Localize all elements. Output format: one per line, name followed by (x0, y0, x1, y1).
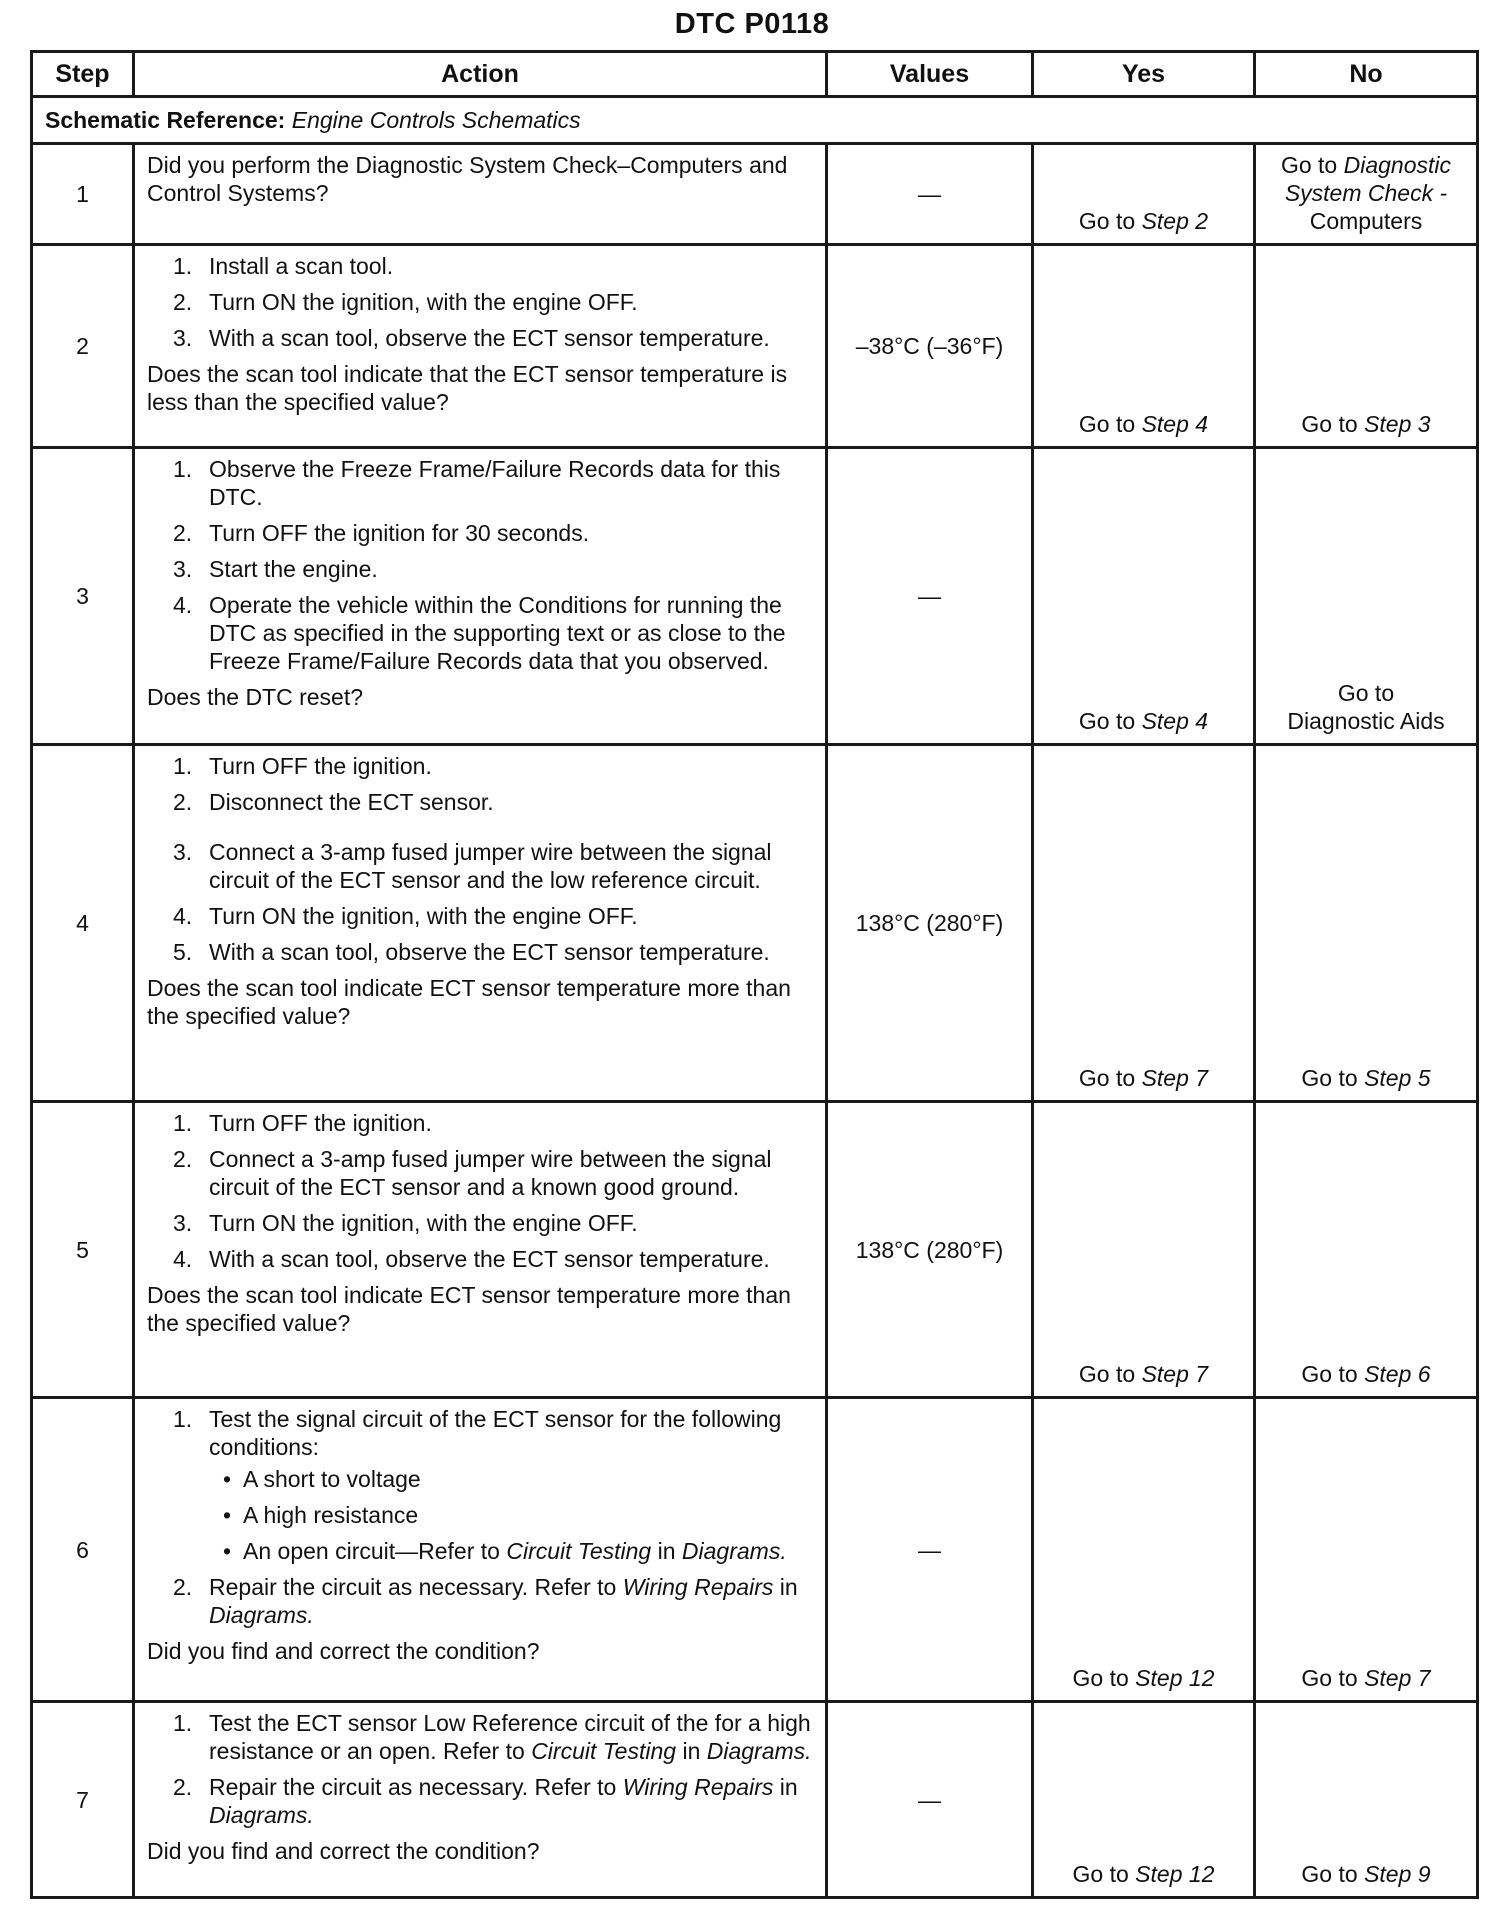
condition-item: • A high resistance (209, 1501, 815, 1529)
header-yes: Yes (1033, 52, 1255, 97)
step-number: 5 (32, 1102, 134, 1398)
yes-cell[interactable] (1033, 448, 1255, 745)
header-row (32, 52, 1478, 97)
diagrams-link[interactable]: Diagrams. (209, 1602, 314, 1628)
list-item: 1. Turn OFF the ignition. (173, 753, 432, 779)
action-list (147, 1405, 815, 1629)
no-step-link[interactable]: Step 7 (1364, 1665, 1431, 1691)
no-cell[interactable] (1255, 745, 1478, 1102)
list-item: 2. Repair the circuit as necessary. Refer to Wiring Repairs in Diagrams. (173, 1774, 798, 1828)
list-item: 1. Test the signal circuit of the ECT sensor for the following conditions: • A short to voltage • A high resistance • An open circuit—Refer to Circuit Testing in Diagrams. (147, 1405, 815, 1565)
yes-cell[interactable] (1033, 1702, 1255, 1898)
yes-step-link[interactable]: Step 4 (1141, 708, 1209, 734)
header-no: No (1255, 52, 1478, 97)
yes-step-link[interactable]: Step 12 (1135, 1861, 1215, 1887)
list-item: 4. Operate the vehicle within the Conditions for running the DTC as specified in the supporting text or as close to the Freeze Frame/Failure Records data that you observed. (173, 592, 786, 674)
list-item: 2. Disconnect the ECT sensor. (173, 789, 494, 815)
table-row (32, 1702, 1478, 1898)
diagrams-link[interactable]: Diagrams. (681, 1538, 787, 1564)
action-cell (134, 448, 827, 745)
list-item: 2. Repair the circuit as necessary. Refer to Wiring Repairs in Diagrams. (173, 1574, 798, 1628)
value-cell: –38°C (–36°F) (827, 245, 1033, 448)
action-cell (134, 144, 827, 245)
action-question: Does the scan tool indicate ECT sensor temperature more than the specified value? (147, 975, 791, 1029)
wiring-repairs-link[interactable]: Wiring Repairs (622, 1774, 774, 1800)
no-cell[interactable] (1255, 245, 1478, 448)
action-cell (134, 1102, 827, 1398)
yes-step-link[interactable]: Step 7 (1141, 1065, 1209, 1091)
list-item: 1. Observe the Freeze Frame/Failure Records data for this DTC. (173, 456, 781, 510)
action-question: Does the scan tool indicate that the ECT sensor temperature is less than the specified value? (147, 361, 788, 415)
list-item: 4. With a scan tool, observe the ECT sensor temperature. (173, 1246, 770, 1272)
action-list (147, 455, 815, 675)
no-link-tail: Computers (1309, 208, 1423, 234)
action-cell (134, 745, 827, 1102)
step-number: 7 (32, 1702, 134, 1898)
yes-step-link[interactable]: Step 4 (1141, 411, 1209, 437)
action-list (147, 752, 815, 966)
action-question: Did you find and correct the condition? (147, 1838, 540, 1864)
schematic-label: Schematic Reference: (45, 107, 286, 133)
no-cell[interactable] (1255, 144, 1478, 245)
no-cell[interactable] (1255, 1102, 1478, 1398)
table-row (32, 448, 1478, 745)
condition-list (209, 1465, 815, 1565)
page-title: DTC P0118 (674, 8, 830, 40)
action-cell (134, 1398, 827, 1702)
header-step: Step (32, 52, 134, 97)
yes-cell[interactable] (1033, 1102, 1255, 1398)
diagrams-link[interactable]: Diagrams. (706, 1738, 812, 1764)
go-to-text: Go to (1078, 411, 1136, 437)
table-row (32, 1398, 1478, 1702)
go-to-text: Go to (1078, 208, 1136, 234)
list-item: 1. Install a scan tool. (173, 253, 394, 279)
value-cell: — (827, 1702, 1033, 1898)
yes-cell[interactable] (1033, 745, 1255, 1102)
value-cell: — (827, 144, 1033, 245)
header-values: Values (827, 52, 1033, 97)
no-cell[interactable] (1255, 1702, 1478, 1898)
action-question: Did you perform the Diagnostic System Check–Computers and Control Systems? (147, 152, 788, 206)
yes-step-link[interactable]: Step 12 (1135, 1665, 1215, 1691)
go-to-text: Go to (1301, 1361, 1358, 1387)
go-to-text: Go to (1072, 1861, 1129, 1887)
yes-cell[interactable] (1033, 245, 1255, 448)
go-to-text: Go to (1337, 680, 1395, 706)
no-step-link[interactable]: Step 9 (1364, 1861, 1431, 1887)
schematic-reference-row (32, 97, 1478, 144)
no-text-link[interactable]: Diagnostic Aids (1287, 708, 1445, 734)
step-number: 2 (32, 245, 134, 448)
go-to-text: Go to (1301, 1065, 1358, 1091)
action-list (147, 1109, 815, 1273)
go-to-text: Go to (1078, 1361, 1136, 1387)
go-to-text: Go to (1078, 1065, 1136, 1091)
list-item: 2. Connect a 3-amp fused jumper wire between the signal circuit of the ECT sensor and a known good ground. (173, 1146, 772, 1200)
list-item: 2. Turn OFF the ignition for 30 seconds. (173, 520, 590, 546)
table-row (32, 745, 1478, 1102)
action-list (147, 1709, 815, 1829)
no-step-link[interactable]: Step 6 (1364, 1361, 1431, 1387)
action-question: Does the scan tool indicate ECT sensor temperature more than the specified value? (147, 1282, 791, 1336)
list-item: 3. Turn ON the ignition, with the engine OFF. (173, 1210, 638, 1236)
circuit-testing-link[interactable]: Circuit Testing (531, 1738, 677, 1764)
list-item: 1. Turn OFF the ignition. (173, 1110, 432, 1136)
step-number: 3 (32, 448, 134, 745)
go-to-text: Go to (1301, 1665, 1358, 1691)
action-cell (134, 245, 827, 448)
schematic-reference (32, 97, 1478, 144)
wiring-repairs-link[interactable]: Wiring Repairs (622, 1574, 774, 1600)
action-question: Did you find and correct the condition? (147, 1638, 540, 1664)
no-step-link[interactable]: Step 5 (1364, 1065, 1431, 1091)
list-item: 2. Turn ON the ignition, with the engine OFF. (173, 289, 638, 315)
step-number: 1 (32, 144, 134, 245)
go-to-text: Go to (1072, 1665, 1129, 1691)
list-item: 5. With a scan tool, observe the ECT sensor temperature. (173, 939, 770, 965)
go-to-text: Go to (1078, 708, 1136, 734)
header-action: Action (134, 52, 827, 97)
no-cell[interactable] (1255, 448, 1478, 745)
diagrams-link[interactable]: Diagrams. (209, 1802, 314, 1828)
go-to-text: Go to (1301, 411, 1358, 437)
step-number: 4 (32, 745, 134, 1102)
yes-step-link[interactable]: Step 7 (1141, 1361, 1209, 1387)
table-row (32, 245, 1478, 448)
value-cell: 138°C (280°F) (827, 1102, 1033, 1398)
yes-cell[interactable] (1033, 1398, 1255, 1702)
go-to-text: Go to (1301, 1861, 1358, 1887)
circuit-testing-link[interactable]: Circuit Testing (506, 1538, 652, 1564)
list-item: 4. Turn ON the ignition, with the engine OFF. (173, 903, 638, 929)
action-cell (134, 1702, 827, 1898)
schematic-link[interactable]: Engine Controls Schematics (291, 107, 581, 133)
list-item: 3. Start the engine. (173, 556, 378, 582)
condition-item: • An open circuit—Refer to Circuit Testing in Diagrams. (209, 1537, 815, 1565)
value-cell: 138°C (280°F) (827, 745, 1033, 1102)
condition-item: • A short to voltage (209, 1465, 815, 1493)
diagnostic-table (30, 50, 1479, 1899)
list-item: 3. Connect a 3-amp fused jumper wire between the signal circuit of the ECT sensor and the low reference circuit. (173, 839, 772, 893)
yes-cell[interactable] (1033, 144, 1255, 245)
table-row (32, 1102, 1478, 1398)
value-cell: — (827, 1398, 1033, 1702)
yes-step-link[interactable]: Step 2 (1141, 208, 1209, 234)
action-list (147, 252, 815, 352)
no-cell[interactable] (1255, 1398, 1478, 1702)
list-item: 3. With a scan tool, observe the ECT sensor temperature. (173, 325, 770, 351)
list-item: 1. Test the ECT sensor Low Reference circuit of the for a high resistance or an open. Refer to Circuit Testing in Diagrams. (173, 1710, 812, 1764)
no-step-link[interactable]: Step 3 (1364, 411, 1431, 437)
go-to-text: Go to (1280, 152, 1338, 178)
step-number: 6 (32, 1398, 134, 1702)
value-cell: — (827, 448, 1033, 745)
action-question: Does the DTC reset? (147, 684, 364, 710)
no-link[interactable]: Diagnostic System Check - (1284, 152, 1452, 206)
table-row (32, 144, 1478, 245)
